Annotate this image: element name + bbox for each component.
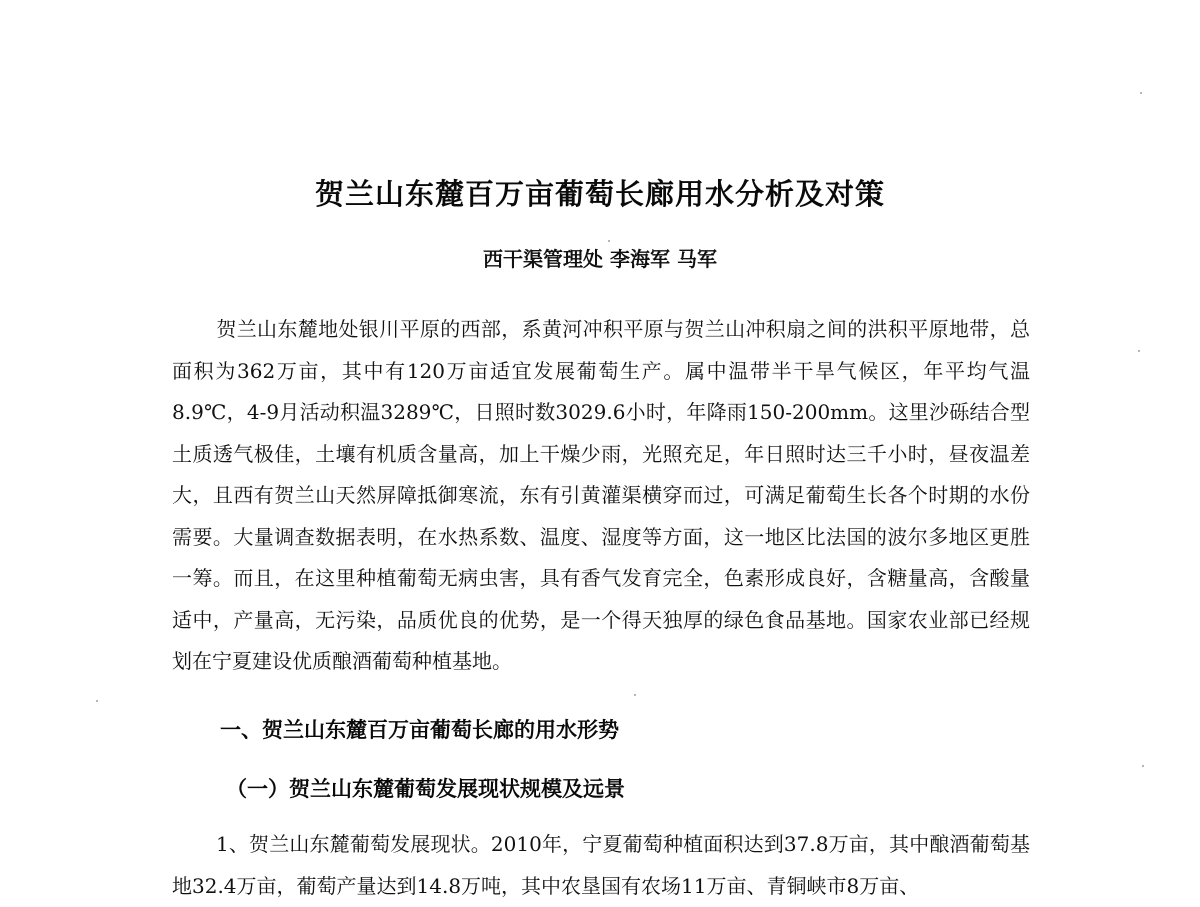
scan-speck	[1140, 92, 1142, 94]
scan-speck	[96, 700, 98, 702]
section-heading: 一、贺兰山东麓百万亩葡萄长廊的用水形势	[220, 718, 619, 742]
intro-paragraph	[172, 309, 1030, 683]
scan-speck	[634, 694, 636, 696]
scan-speck	[1138, 350, 1140, 352]
subsection-paragraph-text: 1、贺兰山东麓葡萄发展现状。2010年，宁夏葡萄种植面积达到37.8万亩，其中酿酒葡萄基地32.4万亩，葡萄产量达到14.8万吨，其中农垦国有农场11万亩、青铜峡市8万亩、	[172, 832, 1030, 898]
scan-speck	[608, 240, 610, 242]
intro-paragraph-text: 贺兰山东麓地处银川平原的西部，系黄河冲积平原与贺兰山冲积扇之间的洪积平原地带，总面积为362万亩，其中有120万亩适宜发展葡萄生产。属中温带半干旱气候区，年平均气温8.9℃，4-9月活动积温3289℃，日照时数3029.6小时，年降雨150-200mm。这里沙砾结合型土质透气极佳，土壤有机质含量高，加上干燥少雨，光照充足，年日照时达三千小时，昼夜温差大，且西有贺兰山天然屏障抵御寒流，东有引黄灌渠横穿而过，可满足葡萄生长各个时期的水份需要。大量调查数据表明，在水热系数、温度、湿度等方面，这一地区比法国的波尔多地区更胜一筹。而且，在这里种植葡萄无病虫害，具有香气发育完全，色素形成良好，含糖量高，含酸量适中，产量高，无污染，品质优良的优势，是一个得天独厚的绿色食品基地。国家农业部已经规划在宁夏建设优质酿酒葡萄种植基地。	[172, 317, 1030, 673]
subsection-paragraph	[172, 824, 1030, 907]
subsection-heading: （一）贺兰山东麓葡萄发展现状规模及远景	[226, 777, 625, 801]
document-authors: 西干渠管理处 李海军 马军	[483, 247, 717, 271]
scan-speck	[1142, 765, 1144, 767]
document-title: 贺兰山东麓百万亩葡萄长廊用水分析及对策	[314, 177, 885, 211]
